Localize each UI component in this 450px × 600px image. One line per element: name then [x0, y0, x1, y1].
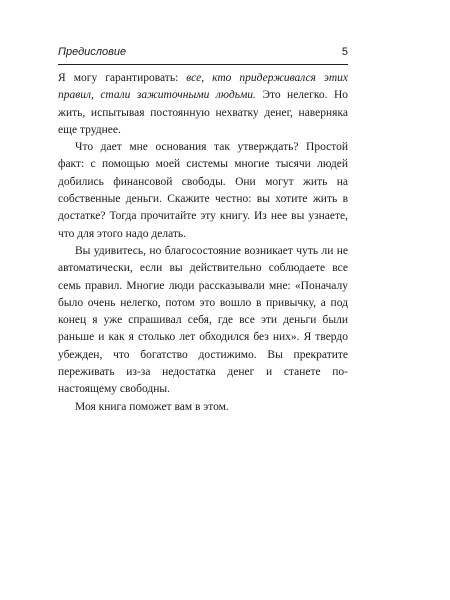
paragraph-3: Вы удивитесь, но благосостояние возникает чуть ли не автоматически, если вы действительно соблюдаете все семь правил. Многие люди рассказывали мне: «Поначалу было очень нелегко, потом это вошло в привычку, а под конец я уже спрашивал себя, где все эти деньги были раньше и как я столько лет обходился без них». Я твердо убежден, что богатство достижимо. Вы прекратите переживать из-за недостатка денег и станете по-настоящему свободны.	[58, 244, 348, 396]
running-header	[58, 46, 348, 62]
paragraph-1-end: Это нелегко. Но жить, испытывая постоянную нехватку денег, наверняка еще труднее.	[58, 89, 348, 136]
body-text	[58, 70, 348, 416]
chapter-title: Предисловие	[58, 46, 127, 58]
paragraph-1-emphasis: все, кто придерживался этих правил, стали зажиточными людьми.	[58, 72, 348, 102]
header-rule	[58, 64, 348, 65]
paragraph-2: Что дает мне основания так утверждать? Простой факт: с помощью моей системы многие тысячи людей добились финансовой свободы. Они могут жить на собственные деньги. Скажите честно: вы хотите жить в достатке? Тогда прочитайте эту книгу. Из нее вы узнаете, что для этого надо делать.	[58, 141, 348, 240]
paragraph-4: Моя книга поможет вам в этом.	[75, 400, 229, 413]
page-number: 5	[341, 46, 348, 58]
paragraph-1	[58, 70, 348, 139]
paragraph-1-start: Я могу гарантировать:	[58, 72, 187, 84]
